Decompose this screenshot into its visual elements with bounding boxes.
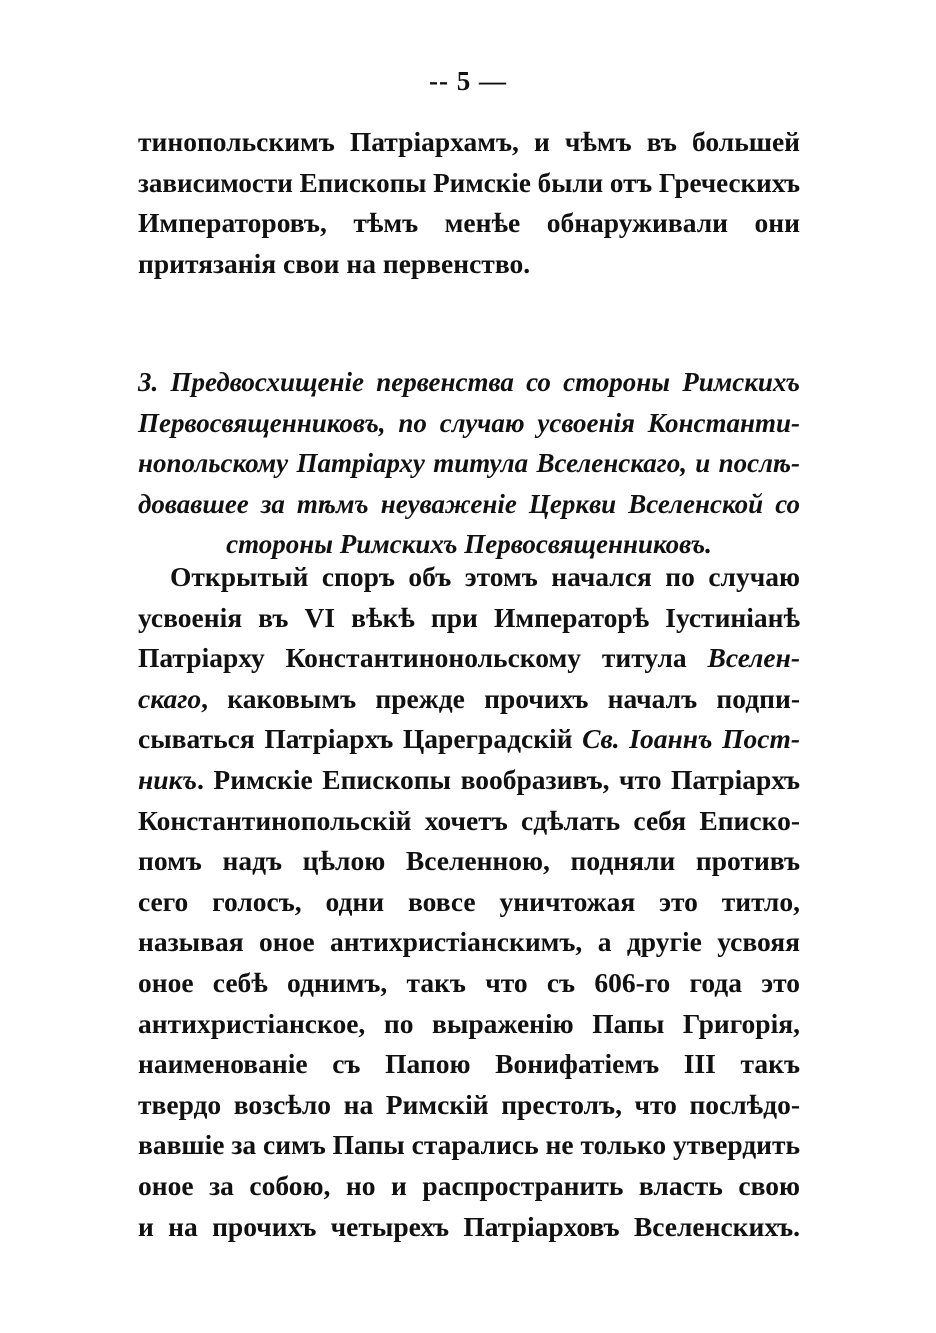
heading-line: нопольскому Патріарху титула Вселенскаго, и послѣ- — [138, 448, 800, 479]
text-line — [138, 882, 800, 923]
text-run: оное себѣ однимъ, такъ что съ 606-го года это — [138, 966, 800, 998]
italic-run: Св. Іоаннъ Пост- — [582, 723, 801, 755]
text-line — [138, 841, 800, 882]
text-line — [138, 679, 800, 720]
text-line: тинопольскимъ Патріархамъ, и чѣмъ въ большей — [138, 126, 800, 157]
heading-line: Первосвященниковъ, по случаю усвоенія Константи- — [138, 407, 800, 438]
italic-run: скаго — [138, 682, 202, 714]
text-line — [138, 1085, 800, 1126]
section-heading — [138, 362, 800, 565]
heading-line: довавшее за тѣмъ неуваженіе Церкви Вселенской со — [138, 488, 800, 519]
text-line — [138, 1004, 800, 1045]
text-run: помъ надъ цѣлою Вселенною, подняли противъ — [138, 845, 800, 877]
text-line — [138, 760, 800, 801]
text-run: оное за собою, но и распространить власть свою — [138, 1169, 800, 1201]
text-run: Патріарху Константинонольскому титула — [138, 642, 708, 674]
text-line: зависимости Епископы Римскіе были отъ Греческихъ — [138, 166, 800, 198]
text-line: притязанія свои на первенство. — [138, 247, 531, 279]
text-line — [138, 1166, 800, 1207]
text-run: антихристіанское, по выраженію Папы Григорія, — [138, 1007, 800, 1039]
text-line — [138, 598, 800, 639]
text-line: Императоровъ, тѣмъ менѣе обнаруживали они — [138, 207, 800, 239]
text-line — [138, 638, 800, 679]
page-number: -- 5 — — [429, 66, 507, 96]
text-line — [138, 1125, 800, 1166]
italic-run: никъ — [138, 763, 197, 795]
italic-run: Вселен- — [707, 642, 800, 674]
text-run: называя оное антихристіанскимъ, а другіе усвояя — [138, 926, 800, 958]
text-line — [138, 801, 800, 842]
text-run: твердо возсѣло на Римскій престолъ, что послѣдо- — [138, 1088, 800, 1120]
text-line — [138, 1044, 800, 1085]
text-run: вавшіе за симъ Папы старались не только утвердить — [138, 1129, 801, 1161]
text-run: усвоенія въ VI вѣкѣ при Императорѣ Іустиніанѣ — [138, 601, 800, 633]
text-line — [138, 719, 800, 760]
heading-line: стороны Римскихъ Первосвященниковъ. — [226, 529, 712, 560]
text-run: и на прочихъ четырехъ Патріарховъ Вселенскихъ. — [138, 1210, 800, 1242]
text-run: Открытый споръ объ этомъ начался по случаю — [170, 561, 800, 592]
paragraph-1 — [138, 122, 800, 284]
text-line — [138, 922, 800, 963]
text-run: сего голосъ, одни вовсе уничтожая это титло, — [138, 885, 800, 917]
text-line — [138, 1207, 800, 1248]
paragraph-2 — [138, 557, 800, 1247]
text-run: сываться Патріархъ Цареградскій — [138, 723, 583, 755]
heading-line: 3. Предвосхищеніе первенства со стороны Римскихъ — [138, 367, 800, 397]
text-run: . Римскіе Епископы вообразивъ, что Патріархъ — [197, 763, 800, 795]
text-line — [138, 557, 800, 598]
text-run: наименованіе съ Папою Вонифатіемъ III такъ — [138, 1048, 800, 1080]
text-line — [138, 963, 800, 1004]
text-run: Константинопольскій хочетъ сдѣлать себя Еписко- — [138, 804, 800, 836]
text-run: , каковымъ прежде прочихъ началъ подпи- — [201, 682, 800, 714]
